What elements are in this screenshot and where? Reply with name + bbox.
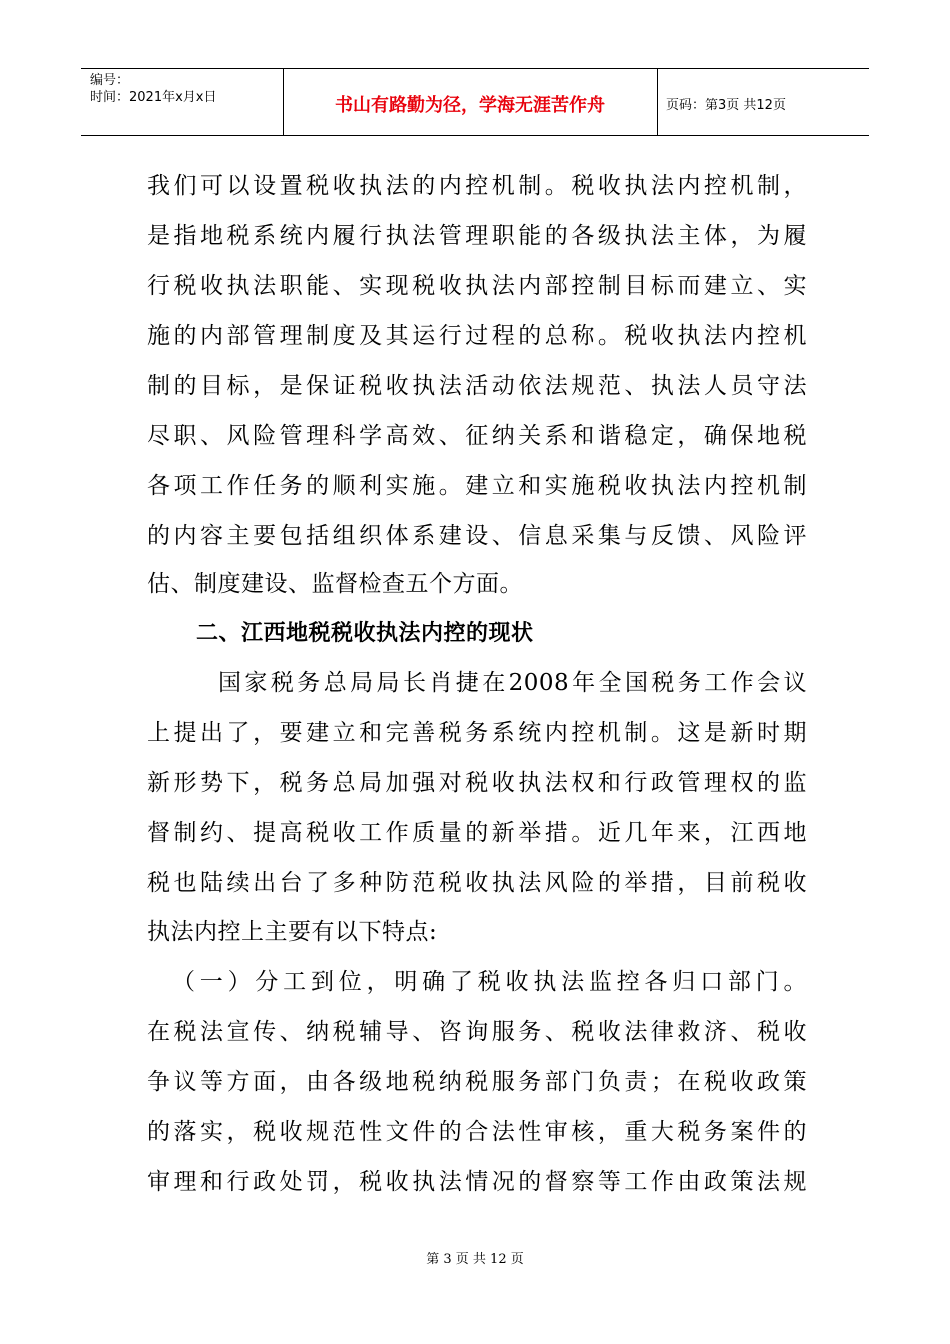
body-line: 各项工作任务的顺利实施。建立和实施税收执法内控机制 bbox=[147, 473, 807, 499]
subsection-heading: （一）分工到位，明确了税收执法监控各归口部门。 bbox=[172, 969, 807, 995]
body-line: 估、制度建设、监督检查五个方面。 bbox=[147, 571, 523, 597]
body-line: 的落实，税收规范性文件的合法性审核，重大税务案件的 bbox=[147, 1119, 807, 1145]
body-line: 是指地税系统内履行执法管理职能的各级执法主体，为履 bbox=[147, 223, 807, 249]
header-time-label: 时间：2021年x月x日 bbox=[90, 90, 217, 105]
body-line: 国家税务总局局长肖捷在2008年全国税务工作会议 bbox=[218, 670, 807, 696]
header-divider-right bbox=[657, 68, 658, 135]
body-line: 的内容主要包括组织体系建设、信息采集与反馈、风险评 bbox=[147, 523, 807, 549]
body-line: 在税法宣传、纳税辅导、咨询服务、税收法律救济、税收 bbox=[147, 1019, 807, 1045]
header-meta bbox=[90, 72, 216, 106]
body-line: 施的内部管理制度及其运行过程的总称。税收执法内控机 bbox=[147, 323, 807, 349]
body-line: 制的目标，是保证税收执法活动依法规范、执法人员守法 bbox=[147, 373, 807, 399]
header-bottom-border bbox=[81, 135, 869, 136]
body-line: 督制约、提高税收工作质量的新举措。近几年来，江西地 bbox=[147, 820, 807, 846]
body-line: 税也陆续出台了多种防范税收执法风险的举措，目前税收 bbox=[147, 870, 807, 896]
body-line: 审理和行政处罚，税收执法情况的督察等工作由政策法规 bbox=[147, 1169, 807, 1195]
header-motto: 书山有路勤为径，学海无涯苦作舟 bbox=[335, 95, 605, 116]
section-heading: 二、江西地税税收执法内控的现状 bbox=[196, 621, 534, 646]
body-line: 行税收执法职能、实现税收执法内部控制目标而建立、实 bbox=[147, 273, 807, 299]
header-top-border bbox=[81, 68, 869, 69]
body-line: 上提出了，要建立和完善税务系统内控机制。这是新时期 bbox=[147, 720, 807, 746]
body-line: 执法内控上主要有以下特点: bbox=[147, 919, 438, 945]
header-number-label: 编号： bbox=[90, 73, 130, 88]
body-line: 我们可以设置税收执法的内控机制。税收执法内控机制， bbox=[147, 173, 807, 199]
body-line: 尽职、风险管理科学高效、征纳关系和谐稳定，确保地税 bbox=[147, 423, 807, 449]
header-page-info: 页码：第3页 共12页 bbox=[666, 98, 786, 113]
page-footer: 第 3 页 共 12 页 bbox=[426, 1252, 524, 1267]
body-line: 新形势下，税务总局加强对税收执法权和行政管理权的监 bbox=[147, 770, 807, 796]
body-line: 争议等方面，由各级地税纳税服务部门负责；在税收政策 bbox=[147, 1069, 807, 1095]
